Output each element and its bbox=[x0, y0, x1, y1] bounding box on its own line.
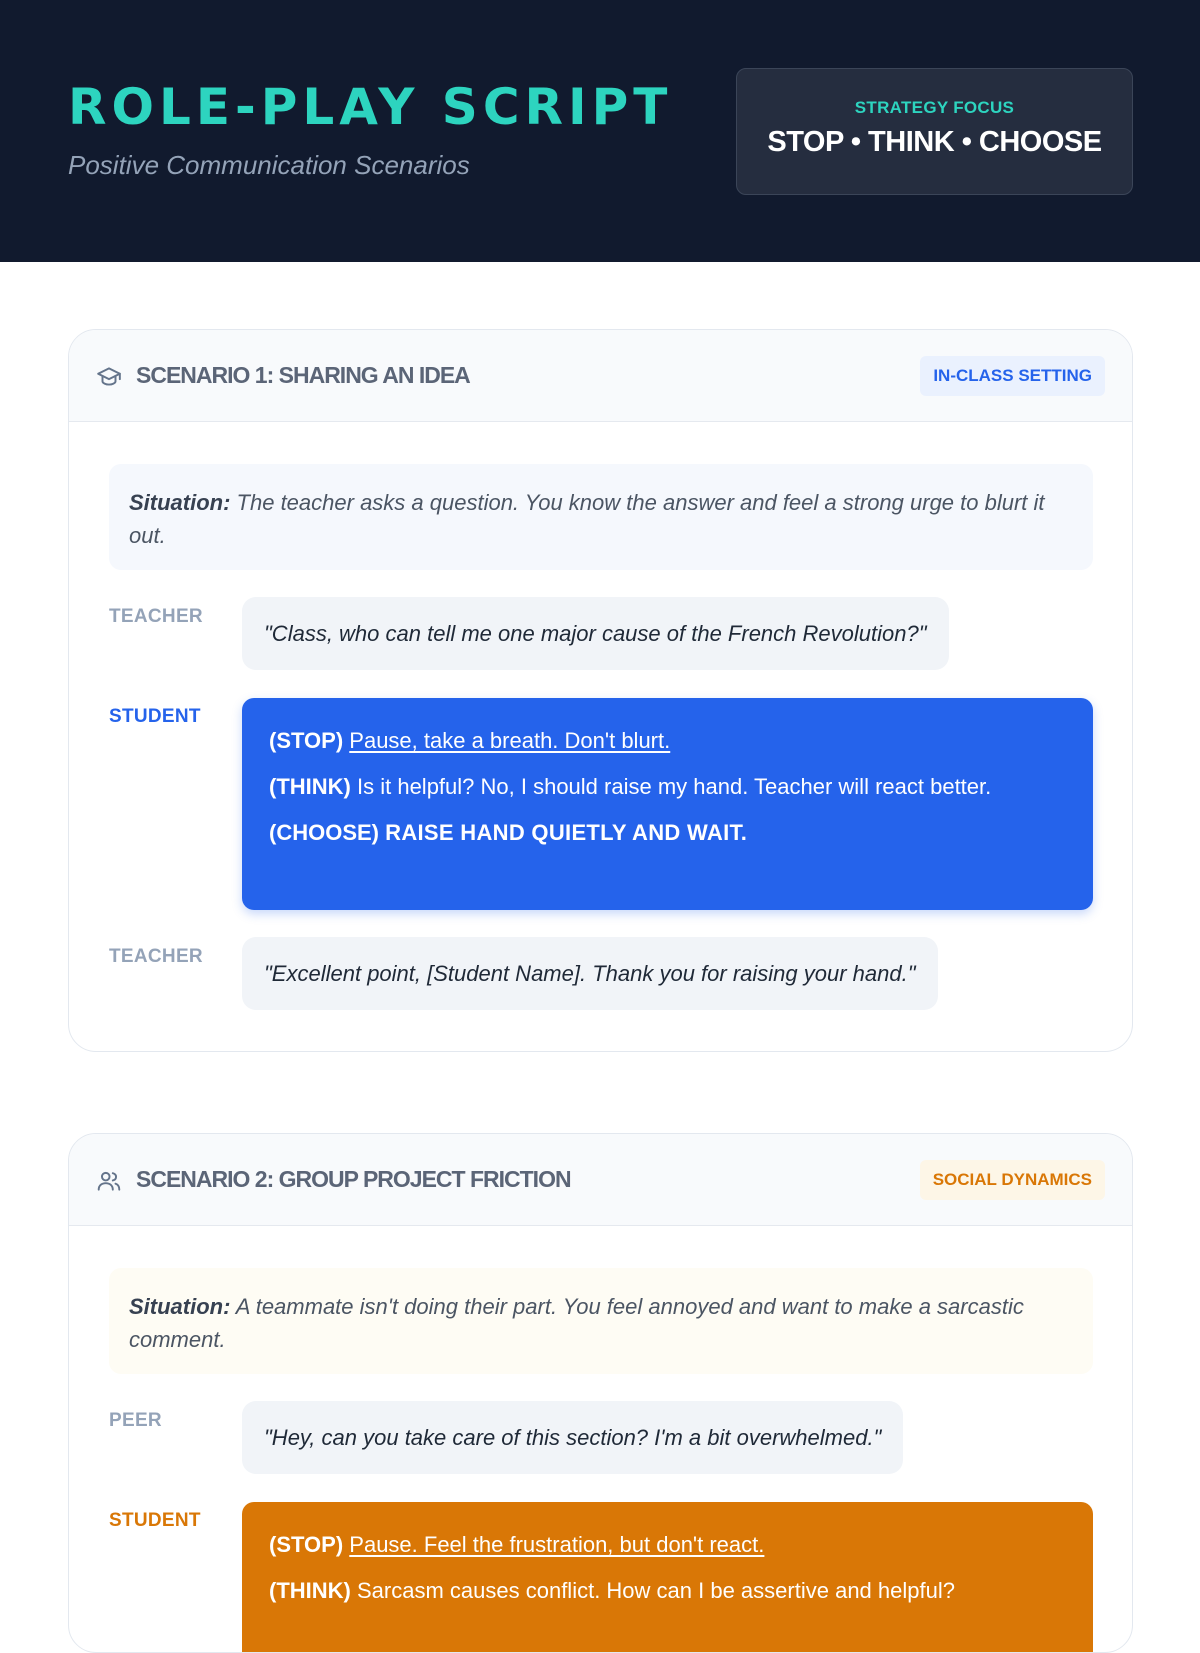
think-text: Is it helpful? No, I should raise my hand. Teacher will react better. bbox=[357, 774, 992, 799]
choose-tag: (CHOOSE) bbox=[269, 820, 379, 845]
situation-text: A teammate isn't doing their part. You feel annoyed and want to make a sarcastic comment. bbox=[129, 1294, 1024, 1352]
stop-text: Pause. Feel the frustration, but don't react. bbox=[349, 1532, 765, 1557]
speaker-label: TEACHER bbox=[109, 946, 203, 967]
think-text: Sarcasm causes conflict. How can I be assertive and helpful? bbox=[357, 1578, 955, 1603]
users-icon bbox=[96, 1168, 122, 1194]
stop-tag: (STOP) bbox=[269, 1532, 344, 1557]
speaker-label: TEACHER bbox=[109, 606, 203, 627]
situation-box bbox=[109, 464, 1093, 570]
strategy-focus-text: STOP • THINK • CHOOSE bbox=[767, 126, 1102, 158]
situation-text: The teacher asks a question. You know the answer and feel a strong urge to blurt it out. bbox=[129, 490, 1045, 548]
think-step bbox=[269, 1574, 1066, 1607]
scenario-title: SCENARIO 1: SHARING AN IDEA bbox=[136, 362, 470, 388]
stop-step bbox=[269, 1528, 1066, 1561]
dialogue-bubble: "Hey, can you take care of this section? I'm a bit overwhelmed." bbox=[242, 1401, 903, 1474]
scenario-card-1 bbox=[68, 329, 1133, 1052]
strategy-focus-label: STRATEGY FOCUS bbox=[854, 98, 1015, 117]
page-header bbox=[0, 0, 1200, 262]
scenario-card-2 bbox=[68, 1133, 1133, 1653]
choose-text: RAISE HAND QUIETLY AND WAIT. bbox=[385, 820, 748, 845]
think-tag: (THINK) bbox=[269, 1578, 351, 1603]
stop-step bbox=[269, 724, 1066, 757]
situation-label: Situation: bbox=[129, 1294, 231, 1319]
think-tag: (THINK) bbox=[269, 774, 351, 799]
speaker-label: PEER bbox=[109, 1410, 162, 1431]
scenario-title: SCENARIO 2: GROUP PROJECT FRICTION bbox=[136, 1166, 571, 1192]
speaker-label: STUDENT bbox=[109, 1510, 201, 1531]
scenario-badge: IN-CLASS SETTING bbox=[920, 356, 1105, 396]
strategy-focus-box bbox=[736, 68, 1133, 195]
situation-label: Situation: bbox=[129, 490, 231, 515]
scenario-header bbox=[69, 330, 1132, 422]
scenario-header bbox=[69, 1134, 1132, 1226]
choose-step bbox=[269, 816, 1066, 849]
speaker-label: STUDENT bbox=[109, 706, 201, 727]
dialogue-bubble: "Class, who can tell me one major cause of the French Revolution?" bbox=[242, 597, 949, 670]
situation-box bbox=[109, 1268, 1093, 1374]
dialogue-bubble: "Excellent point, [Student Name]. Thank you for raising your hand." bbox=[242, 937, 938, 1010]
think-step bbox=[269, 770, 1066, 803]
page-subtitle: Positive Communication Scenarios bbox=[68, 150, 470, 180]
scenario-badge: SOCIAL DYNAMICS bbox=[920, 1160, 1105, 1200]
stop-text: Pause, take a breath. Don't blurt. bbox=[349, 728, 671, 753]
graduation-cap-icon bbox=[96, 364, 122, 390]
student-response-box bbox=[242, 1502, 1093, 1653]
student-response-box bbox=[242, 698, 1093, 910]
page-title: ROLE-PLAY SCRIPT bbox=[68, 78, 673, 136]
stop-tag: (STOP) bbox=[269, 728, 344, 753]
